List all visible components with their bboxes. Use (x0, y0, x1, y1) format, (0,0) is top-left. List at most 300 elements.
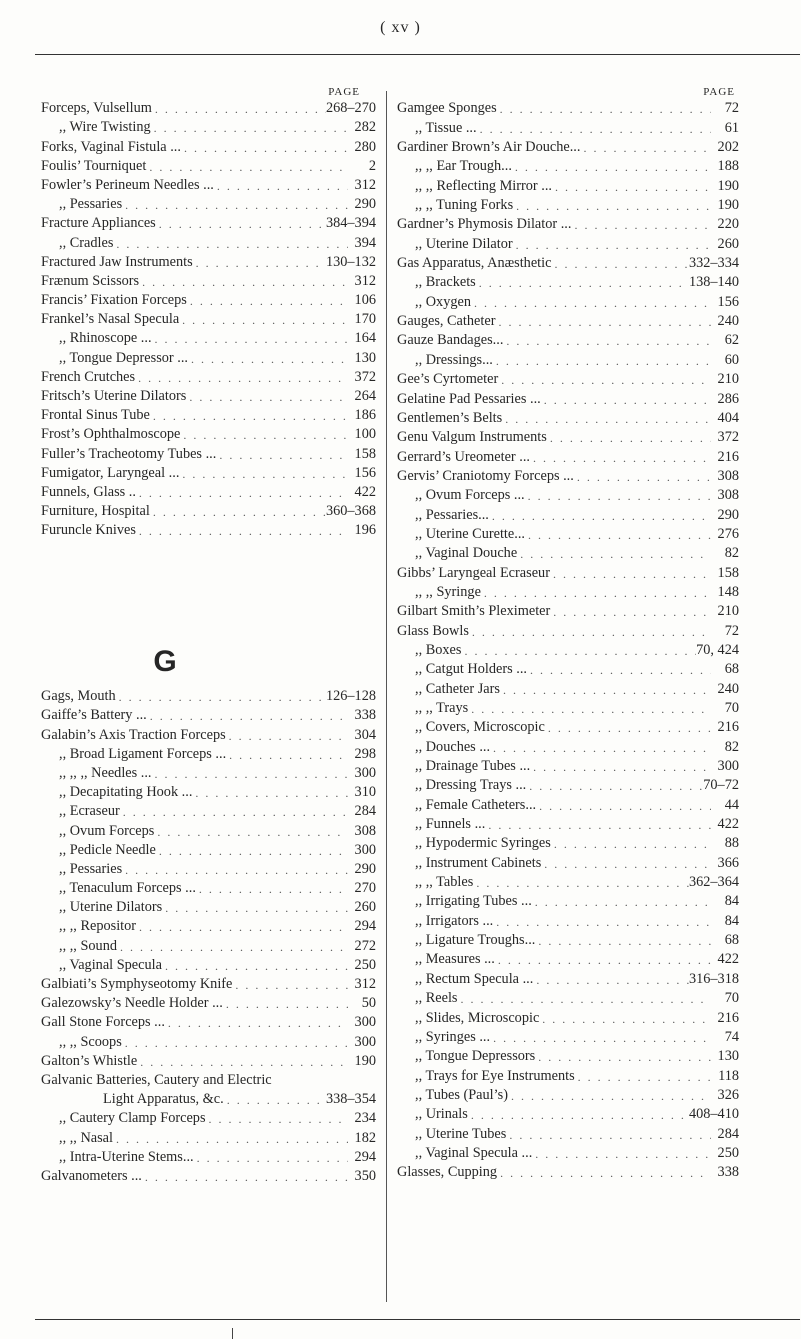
index-entry (41, 271, 376, 290)
index-entry (397, 833, 739, 852)
right-page-header: PAGE (703, 86, 735, 98)
leader-dots (493, 915, 711, 930)
index-entry (397, 1143, 739, 1162)
entry-page: 68 (724, 932, 739, 949)
entry-label: Gentlemen’s Belts (397, 409, 503, 426)
index-entry (397, 1046, 739, 1065)
index-entry (41, 935, 376, 954)
entry-page: 260 (354, 899, 376, 916)
index-entry (397, 852, 739, 871)
entry-page: 280 (354, 138, 376, 155)
index-entry (397, 620, 739, 639)
index-entry (41, 290, 376, 309)
entry-label: ,, ,, Ear Trough... (415, 158, 512, 175)
leader-dots (525, 489, 711, 504)
entry-label: ,, ,, Tables (415, 874, 474, 891)
entry-page: 72 (724, 622, 739, 639)
index-entry (397, 1162, 739, 1181)
leader-dots (545, 721, 711, 736)
entry-label: ,, Drainage Tubes ... (415, 758, 531, 775)
index-entry (397, 562, 739, 581)
leader-dots (493, 354, 711, 369)
entry-page: 216 (717, 448, 739, 465)
index-entry (41, 443, 376, 462)
index-entry (41, 878, 376, 897)
entry-label: ,, Ecraseur (59, 803, 120, 820)
leader-dots (530, 760, 711, 775)
entry-page: 240 (717, 680, 739, 697)
index-entry (397, 98, 739, 117)
index-entry (397, 543, 739, 562)
entry-page: 240 (717, 313, 739, 330)
entry-label: ,, Dressings... (415, 351, 493, 368)
index-entry (397, 427, 739, 446)
entry-label: ,, Douches ... (415, 738, 491, 755)
entry-label: ,, Pessaries... (415, 506, 489, 523)
index-entry (397, 968, 739, 987)
leader-dots (513, 199, 711, 214)
entry-page: 332–334 (688, 255, 739, 272)
index-entry (397, 891, 739, 910)
entry-label: ,, Female Catheters... (415, 796, 537, 813)
entry-page: 182 (354, 1129, 376, 1146)
leader-dots (503, 334, 711, 349)
entry-label: ,, Pessaries (59, 196, 123, 213)
entry-label: ,, Uterine Dilators (59, 899, 163, 916)
index-entry (397, 272, 739, 291)
leader-dots (468, 1108, 689, 1123)
entry-label: Fritsch’s Uterine Dilators (41, 388, 187, 404)
entry-page: 260 (717, 235, 739, 252)
leader-dots (142, 1170, 348, 1185)
entry-label: Frost’s Ophthalmoscope (41, 426, 181, 443)
leader-dots (508, 1089, 711, 1104)
leader-dots (547, 431, 711, 446)
leader-dots (139, 275, 348, 290)
entry-label: ,, Tubes (Paul’s) (415, 1086, 508, 1103)
entry-label: ,, Pessaries (59, 860, 123, 877)
entry-label: ,, Cautery Clamp Forceps (59, 1110, 206, 1127)
entry-page: 308 (717, 467, 739, 484)
entry-page: 216 (717, 719, 739, 736)
entry-label: ,, Tenaculum Forceps ... (59, 880, 196, 897)
entry-page: 70–72 (703, 777, 739, 794)
index-entry (397, 872, 739, 891)
entry-page: 310 (354, 784, 376, 801)
entry-label: Gamgee Sponges (397, 100, 497, 117)
leader-dots (506, 1128, 711, 1143)
entry-label: ,, Uterine Tubes (415, 1125, 507, 1142)
leader-dots (485, 818, 711, 833)
entry-label: Light Apparatus, &c. (103, 1091, 224, 1108)
leader-dots (206, 1112, 348, 1127)
entry-label: ,, Intra-Uterine Stems... (59, 1148, 194, 1165)
entry-label: ,, Tissue ... (415, 119, 477, 136)
entry-label: ,, ,, Reflecting Mirror ... (415, 177, 552, 194)
index-entry (41, 482, 376, 501)
entry-label: ,, Slides, Microscopic (415, 1009, 540, 1026)
entry-label: ,, Hypodermic Syringes (415, 835, 551, 852)
entry-label: Gauze Bandages... (397, 332, 504, 349)
index-entry (397, 291, 739, 310)
leader-dots (571, 218, 711, 233)
entry-page: 270 (354, 880, 376, 897)
entry-page: 234 (354, 1110, 376, 1127)
entry-label: Fowler’s Perineum Needles ... (41, 176, 214, 193)
leader-dots (192, 786, 348, 801)
entry-label: ,, Rhinoscope ... (59, 330, 152, 347)
leader-dots (113, 237, 348, 252)
entry-page: 312 (354, 976, 376, 992)
leader-dots (535, 934, 711, 949)
entry-label: ,, Trays for Eye Instruments (415, 1067, 575, 1084)
entry-page: 290 (354, 196, 376, 213)
index-entry (397, 214, 739, 233)
entry-page: 106 (354, 292, 376, 309)
entry-page: 338–354 (325, 1091, 376, 1108)
leader-dots (497, 1166, 711, 1181)
entry-label: ,, Syringes ... (415, 1028, 491, 1045)
index-entry (397, 659, 739, 678)
entry-page: 300 (354, 1033, 376, 1050)
index-entry (397, 311, 739, 330)
entry-page: 294 (354, 1148, 376, 1165)
leader-dots (122, 198, 348, 213)
index-entry (397, 717, 739, 736)
entry-page: 294 (354, 918, 376, 935)
entry-label: Gags, Mouth (41, 688, 116, 705)
entry-page: 138–140 (688, 274, 739, 291)
index-entry (397, 640, 739, 659)
index-entry (41, 252, 376, 271)
entry-page: 300 (354, 1014, 376, 1031)
entry-page: 312 (354, 176, 376, 193)
index-list-g-right (397, 98, 739, 1181)
left-page-header: PAGE (328, 86, 360, 98)
leader-dots (541, 857, 711, 872)
entry-page: 326 (717, 1086, 739, 1103)
index-entry (41, 1108, 376, 1127)
index-entry (41, 156, 376, 175)
entry-label: ,, ,, Repositor (59, 918, 137, 935)
index-entry (397, 582, 739, 601)
entry-label: ,, Irrigating Tubes ... (415, 893, 532, 910)
leader-dots (188, 352, 348, 367)
section-letter: G (153, 645, 177, 678)
leader-dots (490, 1031, 711, 1046)
entry-label: ,, Broad Ligament Forceps ... (59, 745, 227, 762)
entry-label: Fuller’s Tracheotomy Tubes ... (41, 445, 217, 462)
entry-label: Gervis’ Craniotomy Forceps ... (397, 467, 574, 484)
entry-label: Galezowsky’s Needle Holder ... (41, 995, 223, 1012)
index-entry (41, 1127, 376, 1146)
entry-page: 74 (724, 1028, 739, 1045)
leader-dots (525, 528, 711, 543)
index-entry (397, 794, 739, 813)
entry-page: 312 (354, 272, 376, 289)
leader-dots (179, 467, 348, 482)
leader-dots (552, 180, 711, 195)
index-entry (41, 897, 376, 916)
entry-label: ,, Irrigators ... (415, 912, 494, 929)
leader-dots (223, 997, 348, 1012)
entry-page: 82 (724, 738, 739, 755)
leader-dots (156, 217, 326, 232)
entry-page: 118 (718, 1067, 739, 1084)
entry-label: French Crutches (41, 368, 136, 385)
entry-label: ,, Uterine Curette... (415, 525, 525, 542)
entry-label: Gibbs’ Laryngeal Ecraseur (397, 564, 550, 581)
leader-dots (541, 393, 711, 408)
left-column-g (41, 686, 376, 1185)
index-entry (41, 98, 376, 117)
entry-page: 70 (724, 990, 739, 1007)
entry-label: ,, Instrument Cabinets (415, 854, 542, 871)
leader-dots (152, 332, 348, 347)
entry-label: ,, Cradles (59, 234, 114, 251)
index-entry (397, 349, 739, 368)
page-number: ( xv ) (380, 19, 421, 36)
leader-dots (152, 767, 348, 782)
entry-label: Fracture Appliances (41, 215, 156, 232)
leader-dots (490, 741, 711, 756)
entry-label: ,, Funnels ... (415, 816, 486, 833)
index-entry (41, 328, 376, 347)
index-entry (397, 330, 739, 349)
index-entry (41, 136, 376, 155)
leader-dots (469, 625, 711, 640)
entry-page: 130–132 (325, 253, 376, 270)
index-entry (41, 1166, 376, 1185)
index-entry (397, 814, 739, 833)
entry-label: Gardner’s Phymosis Dilator ... (397, 216, 572, 233)
index-entry (41, 782, 376, 801)
entry-page: 82 (724, 545, 739, 562)
index-entry (397, 524, 739, 543)
index-entry (397, 930, 739, 949)
leader-dots (154, 825, 348, 840)
index-entry (397, 485, 739, 504)
entry-page: 68 (724, 661, 739, 678)
entry-label: ,, Wire Twisting (59, 119, 151, 136)
leader-dots (574, 470, 711, 485)
index-entry (41, 117, 376, 136)
entry-page: 384–394 (325, 215, 376, 232)
entry-page: 422 (717, 816, 739, 833)
entry-label: ,, Boxes (415, 641, 462, 658)
leader-dots (495, 315, 711, 330)
index-entry (41, 705, 376, 724)
entry-label: ,, ,, Scoops (59, 1033, 122, 1050)
entry-label: ,, Decapitating Hook ... (59, 784, 193, 801)
entry-label: Fumigator, Laryngeal ... (41, 464, 180, 481)
leader-dots (137, 1055, 348, 1070)
index-entry (397, 388, 739, 407)
entry-page: 216 (717, 1009, 739, 1026)
entry-page: 308 (354, 822, 376, 839)
index-entry (41, 801, 376, 820)
entry-page: 290 (717, 506, 739, 523)
index-entry (397, 233, 739, 252)
entry-label: ,, Catheter Jars (415, 680, 500, 697)
leader-dots (535, 1050, 711, 1065)
entry-label: Frankel’s Nasal Specula (41, 311, 180, 328)
entry-label: Francis’ Fixation Forceps (41, 292, 187, 309)
entry-page: 300 (354, 764, 376, 781)
entry-page: 164 (354, 330, 376, 347)
entry-page: 84 (724, 893, 739, 910)
entry-page: 188 (717, 158, 739, 175)
entry-page: 372 (354, 368, 376, 385)
entry-label: Gilbart Smith’s Pleximeter (397, 603, 551, 620)
index-entry (41, 1031, 376, 1050)
entry-page: 286 (717, 390, 739, 407)
index-entry (397, 1104, 739, 1123)
entry-label: ,, Tongue Depressor ... (59, 349, 188, 366)
entry-label: ,, ,, Trays (415, 700, 469, 716)
leader-dots (476, 276, 689, 291)
index-entry (41, 424, 376, 443)
entry-label: ,, Vaginal Specula ... (415, 1144, 533, 1161)
entry-page: 44 (724, 796, 739, 813)
entry-page: 350 (354, 1167, 376, 1184)
entry-label: Gerrard’s Ureometer ... (397, 448, 530, 465)
leader-dots (181, 141, 348, 156)
leader-dots (152, 102, 326, 117)
entry-page: 422 (717, 951, 739, 968)
entry-page: 300 (354, 841, 376, 858)
leader-dots (226, 729, 348, 744)
index-entry (41, 686, 376, 705)
leader-dots (489, 509, 711, 524)
leader-dots (194, 1151, 348, 1166)
right-column (397, 86, 739, 1181)
index-entry (397, 137, 739, 156)
entry-label: Gauges, Catheter (397, 313, 496, 330)
leader-dots (146, 160, 348, 175)
entry-label: ,, Urinals (415, 1106, 468, 1123)
index-entry (41, 1051, 376, 1070)
entry-page: 408–410 (688, 1106, 739, 1123)
entry-page: 264 (354, 388, 376, 404)
leader-dots (481, 586, 711, 601)
index-entry (41, 520, 376, 539)
entry-page: 156 (717, 293, 739, 310)
entry-page: 300 (717, 758, 739, 775)
index-list-g-left (41, 686, 376, 1185)
index-entry (41, 213, 376, 232)
entry-page: 284 (354, 803, 376, 820)
entry-page: 84 (724, 912, 739, 929)
leader-dots (497, 102, 711, 117)
leader-dots (122, 863, 348, 878)
index-entry (397, 949, 739, 968)
index-entry (41, 175, 376, 194)
entry-page: 372 (717, 429, 739, 446)
entry-page: 298 (354, 745, 376, 762)
index-entry (41, 993, 376, 1012)
leader-dots (532, 895, 711, 910)
leader-dots (232, 978, 348, 993)
index-entry (397, 446, 739, 465)
entry-label: Gall Stone Forceps ... (41, 1014, 165, 1031)
leader-dots (539, 1012, 711, 1027)
entry-label: ,, ,, ,, Needles ... (59, 764, 152, 781)
entry-page: 284 (717, 1125, 739, 1142)
index-entry (397, 504, 739, 523)
leader-dots (477, 122, 711, 137)
leader-dots (165, 1016, 348, 1031)
index-entry (397, 466, 739, 485)
leader-dots (150, 505, 326, 520)
index-entry (41, 1070, 376, 1089)
entry-page: 394 (354, 234, 376, 251)
entry-label: Glasses, Cupping (397, 1164, 498, 1181)
leader-dots (468, 702, 711, 717)
entry-label: ,, Oxygen (415, 293, 471, 310)
leader-dots (120, 805, 348, 820)
index-entry (41, 347, 376, 366)
entry-label: ,, Pedicle Needle (59, 841, 156, 858)
index-entry (41, 309, 376, 328)
entry-page: 88 (724, 835, 739, 852)
index-entry (41, 386, 376, 405)
leader-dots (526, 779, 703, 794)
index-entry (397, 408, 739, 427)
entry-page: 250 (354, 956, 376, 973)
entry-label: Galbiati’s Symphyseotomy Knife (41, 976, 233, 992)
leader-dots (527, 663, 711, 678)
leader-dots (187, 294, 348, 309)
leader-dots (136, 920, 348, 935)
entry-page: 156 (354, 464, 376, 481)
entry-page: 130 (354, 349, 376, 366)
index-entry (397, 1007, 739, 1026)
entry-page: 362–364 (688, 874, 739, 891)
entry-label: ,, Tongue Depressors (415, 1048, 536, 1065)
leader-dots (122, 1036, 348, 1051)
index-entry (397, 678, 739, 697)
leader-dots (551, 257, 688, 272)
entry-page: 170 (354, 311, 376, 328)
entry-page: 220 (717, 216, 739, 233)
entry-page: 158 (354, 445, 376, 462)
index-entry (41, 1012, 376, 1031)
leader-dots (532, 1147, 711, 1162)
leader-dots (162, 901, 348, 916)
entry-label: ,, Brackets (415, 274, 476, 291)
entry-label: ,, Vaginal Specula (59, 956, 162, 973)
entry-page: 282 (354, 119, 376, 136)
index-entry (397, 756, 739, 775)
entry-page: 126–128 (325, 688, 376, 705)
leader-dots (533, 973, 689, 988)
entry-page: 276 (717, 525, 739, 542)
leader-dots (461, 644, 696, 659)
leader-dots (473, 876, 689, 891)
entry-page: 196 (354, 522, 376, 539)
entry-label: Forceps, Vulsellum (41, 100, 152, 117)
entry-page: 50 (361, 995, 376, 1012)
entry-label: Furuncle Knives (41, 522, 136, 539)
entry-page: 190 (354, 1052, 376, 1069)
entry-label: Gelatine Pad Pessaries ... (397, 390, 541, 407)
entry-label: Galton’s Whistle (41, 1052, 138, 1069)
entry-page: 70 (724, 700, 739, 716)
leader-dots (147, 709, 348, 724)
entry-label: Glass Bowls (397, 622, 469, 639)
entry-page: 338 (717, 1164, 739, 1181)
